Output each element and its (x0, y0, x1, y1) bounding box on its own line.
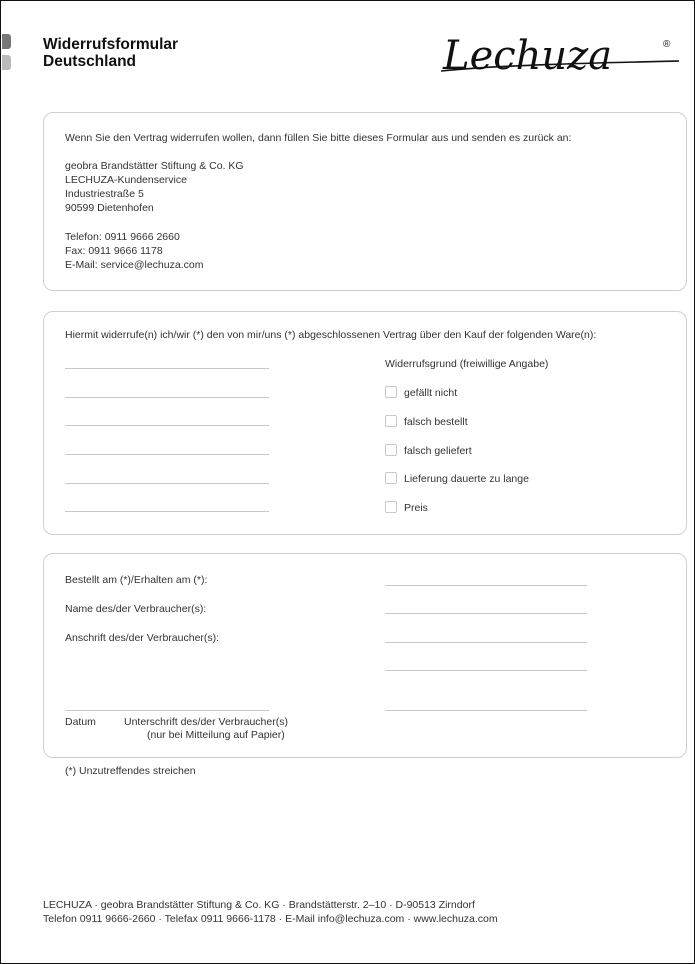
goods-entry-line[interactable] (65, 454, 269, 455)
reason-label: falsch bestellt (404, 416, 468, 428)
address-street: Industriestraße 5 (65, 188, 144, 200)
address-intro: Wenn Sie den Vertrag widerrufen wollen, dann füllen Sie bitte dieses Formular aus und senden es zurück an: (65, 132, 572, 144)
page-tab-marker (2, 34, 11, 49)
page-tab-marker (2, 55, 11, 70)
signature-line[interactable] (65, 710, 269, 711)
lechuza-logo (441, 31, 681, 81)
footer-line-1: LECHUZA · geobra Brandstätter Stiftung & Co. KG · Brandstätterstr. 2–10 · D-90513 Zirndorf (43, 899, 475, 911)
registered-mark: ® (663, 39, 671, 50)
goods-intro: Hiermit widerrufe(n) ich/wir (*) den von mir/uns (*) abgeschlossenen Vertrag über den Kauf der folgenden Ware(n): (65, 329, 597, 341)
address-city: 90599 Dietenhofen (65, 202, 154, 214)
address-label: Anschrift des/der Verbraucher(s): (65, 632, 220, 644)
reason-checkbox-falsch-bestellt[interactable] (385, 415, 397, 427)
address-phone: Telefon: 0911 9666 2660 (65, 231, 180, 243)
address-field-line-3[interactable] (385, 710, 587, 711)
form-title (43, 36, 178, 70)
logo-text: Lechuza (443, 33, 613, 79)
address-field-line-1[interactable] (385, 642, 587, 643)
reason-label: Lieferung dauerte zu lange (404, 473, 529, 485)
address-department: LECHUZA-Kundenservice (65, 174, 187, 186)
name-field[interactable] (385, 613, 587, 614)
goods-entry-line[interactable] (65, 425, 269, 426)
reason-label: gefällt nicht (404, 387, 458, 399)
reason-label: Preis (404, 502, 428, 514)
reason-checkbox-lieferung[interactable] (385, 472, 397, 484)
goods-box (43, 311, 687, 535)
reason-checkbox-gefaellt-nicht[interactable] (385, 386, 397, 398)
ordered-label: Bestellt am (*)/Erhalten am (*): (65, 574, 208, 586)
goods-entry-line[interactable] (65, 368, 269, 369)
ordered-date-field[interactable] (385, 585, 587, 586)
footer-line-2: Telefon 0911 9666-2660 · Telefax 0911 9666-1178 · E-Mail info@lechuza.com · www.lechuza.com (43, 913, 498, 925)
reason-checkbox-falsch-geliefert[interactable] (385, 444, 397, 456)
date-label: Datum (65, 716, 96, 728)
name-label: Name des/der Verbraucher(s): (65, 603, 207, 615)
goods-entry-line[interactable] (65, 483, 269, 484)
goods-entry-line[interactable] (65, 397, 269, 398)
signature-label: Unterschrift des/der Verbraucher(s) (124, 716, 288, 728)
title-line-1: Widerrufsformular (43, 36, 179, 53)
address-company: geobra Brandstätter Stiftung & Co. KG (65, 160, 244, 172)
signature-note: (nur bei Mitteilung auf Papier) (147, 729, 285, 741)
address-field-line-2[interactable] (385, 670, 587, 671)
reason-checkbox-preis[interactable] (385, 501, 397, 513)
title-line-2: Deutschland (43, 53, 137, 70)
footnote: (*) Unzutreffendes streichen (65, 765, 196, 777)
address-email: E-Mail: service@lechuza.com (65, 259, 204, 271)
goods-entry-line[interactable] (65, 511, 269, 512)
reason-title: Widerrufsgrund (freiwillige Angabe) (385, 358, 549, 370)
address-fax: Fax: 0911 9666 1178 (65, 245, 163, 257)
reason-label: falsch geliefert (404, 445, 472, 457)
